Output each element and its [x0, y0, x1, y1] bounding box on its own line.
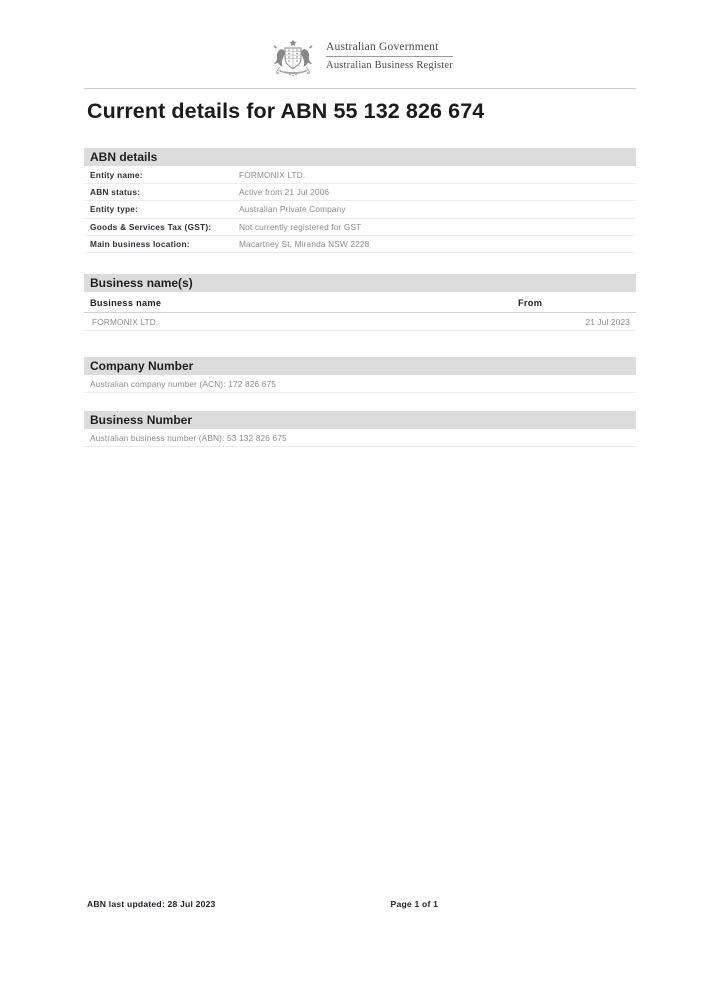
- section-abn-details: [84, 148, 636, 253]
- value-abn-status: Active from 21 Jul 2006: [239, 187, 330, 198]
- document-sheet: [84, 0, 636, 1000]
- section-company-number: [84, 357, 636, 393]
- value-entity-type: Australian Private Company: [239, 204, 346, 215]
- table-row: [84, 313, 636, 331]
- australian-government-text: Australian Government: [326, 41, 453, 57]
- detail-row-abn-status: [84, 184, 636, 201]
- business-number-value: Australian business number (ABN): 53 132 826 675: [84, 430, 636, 447]
- label-abn-status: ABN status:: [90, 187, 141, 198]
- page-title: Current details for ABN 55 132 826 674: [87, 99, 485, 123]
- business-names-table-header: [84, 293, 636, 313]
- detail-row-gst: [84, 219, 636, 236]
- detail-row-entity-name: [84, 167, 636, 184]
- value-entity-name: FORMONIX LTD.: [239, 170, 306, 181]
- section-heading-company-number: Company Number: [84, 357, 636, 376]
- cell-from-date: 21 Jul 2023: [585, 316, 630, 327]
- detail-row-entity-type: [84, 201, 636, 218]
- company-number-value: Australian company number (ACN): 172 826 675: [84, 376, 636, 393]
- masthead-divider: [84, 88, 636, 89]
- page-number: Page 1 of 1: [390, 899, 439, 909]
- value-gst: Not currently registered for GST: [239, 221, 362, 232]
- section-business-number: [84, 411, 636, 447]
- label-main-business-location: Main business location:: [90, 238, 190, 249]
- masthead: [84, 38, 636, 80]
- value-main-business-location: Macartney St, Miranda NSW 2228: [239, 238, 370, 249]
- cell-business-name: FORMONIX LTD.: [92, 316, 159, 327]
- label-gst: Goods & Services Tax (GST):: [90, 221, 212, 232]
- section-business-names: [84, 274, 636, 331]
- government-wordmark: [326, 38, 453, 71]
- page-footer: [84, 899, 636, 909]
- abn-last-updated: ABN last updated: 28 Jul 2023: [87, 899, 216, 909]
- label-entity-type: Entity type:: [90, 204, 139, 215]
- label-entity-name: Entity name:: [90, 170, 143, 181]
- section-heading-business-names: Business name(s): [84, 274, 636, 293]
- section-heading-abn-details: ABN details: [84, 148, 636, 167]
- australian-business-register-text: Australian Business Register: [326, 59, 453, 71]
- column-header-business-name: Business name: [90, 297, 162, 308]
- australian-coat-of-arms-icon: [267, 38, 319, 80]
- column-header-from: From: [518, 297, 543, 308]
- detail-row-main-business-location: [84, 236, 636, 253]
- section-heading-business-number: Business Number: [84, 411, 636, 430]
